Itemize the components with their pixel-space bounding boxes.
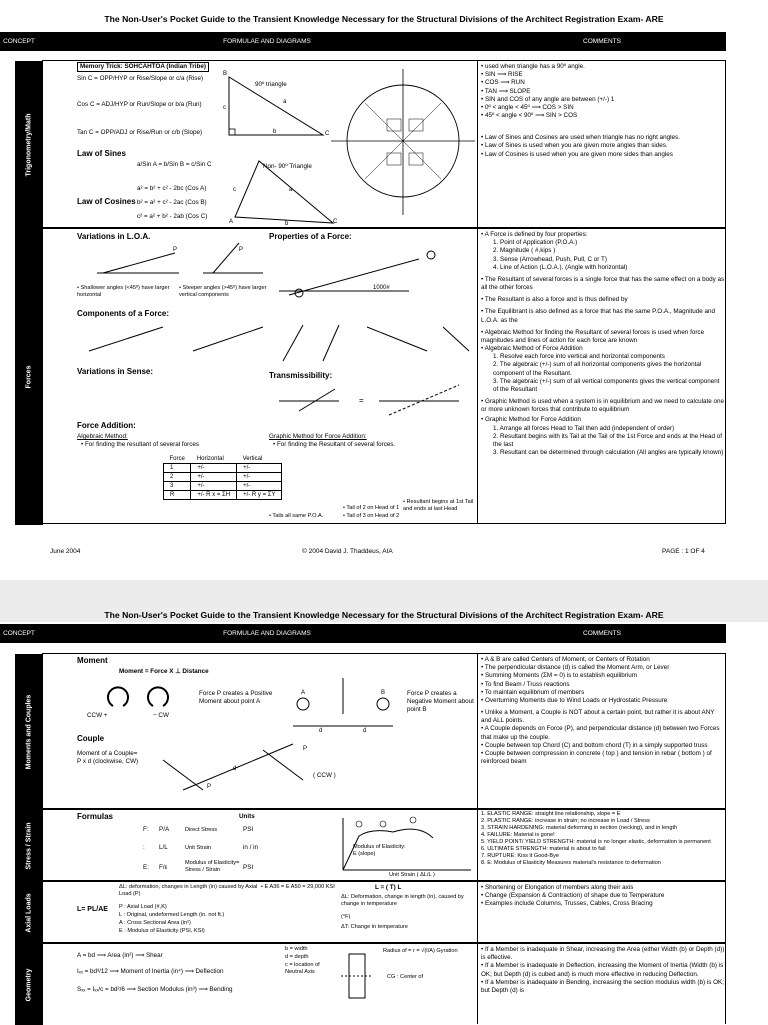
thermal-def-1: (°F) — [341, 914, 351, 920]
cos-eq-3: c² = a² + b² - 2ab (Cos C) — [137, 213, 208, 220]
variations-loa-heading: Variations in L.O.A. — [77, 232, 151, 241]
force-table: Force Horizontal Vertical 1 +/- +/- 2 +/- +/- 3 +/- +/- R +/- R x = ΣH +/- R y = ΣY — [163, 455, 282, 500]
svg-text:b: b — [273, 129, 277, 135]
stress-row-frac: P/A — [159, 826, 170, 833]
cg-label: CG : Center of — [387, 974, 424, 980]
cw-label: − CW — [153, 712, 169, 719]
tail-note-1: • Tails all same P.O.A. — [269, 513, 324, 519]
svg-text:d: d — [319, 728, 323, 734]
svg-text:a: a — [283, 99, 287, 105]
column-divider — [477, 810, 478, 880]
column-divider — [477, 654, 478, 808]
formulae-header: FORMULAE AND DIAGRAMS — [223, 630, 311, 637]
stress-row-unit: PSI — [243, 826, 254, 833]
tail-note-3: • Tail of 3 on Head of 2 — [343, 513, 400, 519]
geometry-def-1: d = depth — [285, 954, 309, 960]
tail-note-4: • Resultant begins at 1st Tail and ends at last Head — [403, 499, 474, 512]
steeper-note: • Steeper angles (>45º) have larger vertical components — [179, 285, 267, 298]
moment-heading: Moment — [77, 656, 108, 665]
stress-comments: 1. ELASTIC RANGE: straight line relationship, slope = E 2. PLASTIC RANGE: increase in strain; no increase in Load / Stress 3. STRAIN HARDENING: material deforming in section (necking), and in length 4. FAILURE: Material is gone! 5. YIELD POINT/ YIELD STRENGTH: material is no longer elastic, deformation is permanent 6. ULTIMATE STRENGTH: material is about to fail 7. RUPTURE: Kiss it Good-Bye 8. E: Modulus of Elasticity Measures material's resistance to deformation — [481, 811, 711, 866]
column-divider — [477, 229, 478, 523]
cos-eq-2: b² = a² + c² - 2ac (Cos B) — [137, 199, 207, 206]
column-divider — [477, 61, 478, 227]
comments-header: COMMENTS — [583, 38, 621, 45]
geometry-def-0: b = width — [285, 946, 308, 952]
svg-text:1000#: 1000# — [373, 285, 390, 291]
geometry-section — [25, 943, 726, 1024]
stress-side-label: Stress / Strain — [15, 810, 43, 882]
footer-page: PAGE : 1 OF 4 — [662, 548, 705, 555]
table-header — [3, 32, 726, 51]
strain-row-frac: L/L — [159, 844, 168, 851]
axial-def-2: L : Original, undeformed Length (in. not ft.) — [119, 912, 225, 918]
svg-text:P: P — [207, 784, 212, 790]
strain-row-unit: in / in — [243, 844, 259, 851]
section-diagram — [339, 948, 379, 1004]
footer-copyright: © 2004 David J. Thaddeus, AIA — [302, 548, 393, 555]
properties-heading: Properties of a Force: — [269, 232, 352, 241]
page-2 — [0, 610, 768, 1024]
column-divider — [477, 944, 478, 1024]
thermal-equation: L = ( T) L — [375, 884, 402, 891]
axial-comments: • Shortening or Elongation of members along their axis • Change (Expansion & Contraction) of shape due to Temperature • Examples include Columns, Trusses, Cables, Cross Bracing — [481, 884, 665, 908]
axial-formula: L= PL/AE — [77, 906, 108, 913]
unit-circle-diagram — [325, 65, 477, 217]
couple-diagram — [143, 740, 323, 804]
trig-side-label: Trigonometry/Math — [15, 61, 43, 229]
geometry-side-label: Geometry — [15, 944, 43, 1025]
law-of-sines-heading: Law of Sines — [77, 149, 126, 158]
graphic-method: Graphic Method for Force Addition: — [269, 433, 367, 440]
table-row: 1 +/- +/- — [164, 464, 282, 473]
strain-row-sym: : — [143, 844, 145, 851]
svg-text:d: d — [363, 728, 367, 734]
svg-text:P: P — [303, 746, 308, 752]
properties-diagram — [269, 245, 469, 305]
page-title: The Non-User's Pocket Guide to the Transient Knowledge Necessary for the Structural Divisions of the Architect Registration Exam- ARE — [104, 610, 664, 620]
footer-date: June 2004 — [50, 548, 81, 555]
svg-text:c: c — [223, 105, 226, 111]
trig-section — [25, 60, 726, 228]
moments-side-label: Moments and Couples — [15, 654, 43, 810]
couple-heading: Couple — [77, 734, 105, 743]
moment-equation: Moment = Force X ⊥ Distance — [119, 668, 209, 675]
forces-section — [25, 228, 726, 524]
svg-text:B: B — [381, 690, 386, 696]
stress-row-desc: Direct Stress — [185, 827, 218, 833]
axial-section — [25, 881, 726, 943]
svg-text:b: b — [285, 221, 289, 227]
memory-trick: Memory Trick: SOHCAHTOA (Indian Tribe) — [77, 62, 209, 72]
svg-text:=: = — [359, 396, 364, 405]
formulae-header: FORMULAE AND DIAGRAMS — [223, 38, 311, 45]
components-diagram — [83, 321, 473, 367]
comments-header: COMMENTS — [583, 630, 621, 637]
sin-formula: Sin C = OPP/HYP or Rise/Slope or c/a (Rise) — [77, 75, 204, 82]
ccw-couple-label: ( CCW ) — [313, 772, 336, 779]
table-row: 2 +/- +/- — [164, 473, 282, 482]
cos-formula: Cos C = ADJ/HYP or Run/Slope or b/a (Run) — [77, 101, 202, 108]
variations-diagram — [93, 243, 263, 291]
forces-comments: • A Force is defined by four properties: 1. Point of Application (P.O.A.) 2. Magnitude ( #,kips ) 3. Sense (Arrowhead, Push, Pull, C or T) 4. Line of Action (L.O.A.), (Angle with horizontal) • The Resultant of several forces is a single force that has the same effect on a body as all the other forces • The Resultant is also a force and is thus defined by • The Equilibrant is also defined as a force that has the same P.O.A., Magnitude and L.O.A. as the • Algebraic Method for finding the Resultant of several forces is used when force magnitudes and lines of action for each force are known • Algebraic Method of Force Addition 1. Resolve each force into vertical and horizontal components 2. The algebraic (+/-) sum of all horizontal components gives the horizontal component of the Resultant. 3. The algebraic (+/-) sum of all vertical components gives the vertical component of the Resultant • Graphic Method is used when a system is in equilibrium and we need to calculate one or more unknown forces that contribute to equilibrium • Graphic Method for Force Addition 1. Arrange all forces Head to Tail then add (independent of order) 2. Resultant begins with its Tail at the Tail of the 1st Force and ends at the Head of the last 3. Resultant can be determined through calculation (All angles are typically known) — [481, 231, 725, 457]
column-divider — [477, 882, 478, 942]
trig-comments: • used when triangle has a 90º angle. • SIN ⟹ RISE • COS ⟹ RUN • TAN ⟹ SLOPE • SIN and COS of any angle are between (+/-) 1 • 0º < angle < 45º ⟹ COS > SIN • 45º < angle < 90º ⟹ SIN > COS • Law of Sines and Cosines are used when triangle has no right angles. • Law of Sines is used when you are given more angles than sides. • Law of Cosines is used when you are given more sides than angles — [481, 63, 680, 158]
sines-equation: a/Sin A = b/Sin B = c/Sin C — [137, 161, 212, 168]
moment-diagram — [283, 674, 403, 734]
modulus-row-sym: E: — [143, 864, 149, 871]
concept-header: CONCEPT — [3, 630, 35, 637]
geometry-row-1: Iₓₓ = bd³/12 ⟹ Moment of Inertia (in⁴) ⟹ Deflection — [77, 968, 224, 975]
negative-moment-note: Force P creates a Negative Moment about point B — [407, 690, 474, 713]
transmissibility-diagram — [269, 381, 469, 419]
axial-def-3: A : Cross Sectional Area (in²) — [119, 920, 191, 926]
formulas-heading: Formulas — [77, 812, 114, 821]
non90-label: Non- 90º Triangle — [263, 163, 312, 170]
table-row: R +/- R x = ΣH +/- R y = ΣY — [164, 491, 282, 500]
svg-text:A: A — [301, 690, 306, 696]
graph-x-label: Unit Strain ( ΔL/L ) — [389, 872, 435, 878]
couple-equation: Moment of a Couple= P x d (clockwise, CW) — [77, 750, 139, 765]
ccw-label: CCW + — [87, 712, 108, 719]
page-title: The Non-User's Pocket Guide to the Transient Knowledge Necessary for the Structural Divisions of the Architect Registration Exam- ARE — [104, 14, 664, 24]
table-row: 3 +/- +/- — [164, 482, 282, 491]
positive-moment-note: Force P creates a Positive Moment about point A — [199, 690, 273, 705]
concept-header: CONCEPT — [3, 38, 35, 45]
axial-def-1: P : Axial Load (#,K) — [119, 904, 167, 910]
graph-label: Modulus of Elasticity: E (slope) — [353, 844, 406, 857]
table-header — [3, 624, 726, 643]
stress-section — [25, 809, 726, 881]
axial-def-0: ΔL: deformation, changes in Length (in) caused by Axial Load (P) — [119, 884, 258, 897]
svg-text:A: A — [229, 219, 234, 225]
thermal-def-0: ΔL: Deformation, change in length (in), caused by change in temperature — [341, 894, 464, 907]
modulus-row-unit: PSI — [243, 864, 254, 871]
transmissibility-heading: Transmissibility: — [269, 371, 333, 380]
forces-side-label: Forces — [15, 229, 43, 525]
radius-gyration: Radius of = r = √(I/A) Gyration — [383, 948, 458, 954]
e-note: • E A36 = E A50 = 29,000 KSI — [261, 884, 335, 890]
shallow-note: • Shallower angles (<45º) have larger horizontal — [77, 285, 170, 298]
law-of-cosines-heading: Law of Cosines — [77, 197, 136, 206]
axial-def-4: E : Modulus of Elasticity (PSI, KSI) — [119, 928, 205, 934]
geometry-row-0: A = bd ⟹ Area (in²) ⟹ Shear — [77, 952, 163, 959]
svg-text:C: C — [325, 131, 330, 137]
algebraic-method: Algebraic Method: — [77, 433, 128, 440]
svg-text:C: C — [333, 219, 338, 225]
svg-text:P: P — [239, 247, 244, 253]
units-heading: Units — [239, 813, 255, 820]
oblique-triangle-diagram — [229, 157, 339, 227]
svg-text:P: P — [173, 247, 178, 253]
geometry-comments: • If a Member is inadequate in Shear, increasing the Area (either Width (b) or Depth (d)) is effective. • If a Member is inadequate in Deflection, increasing the Moment of Inertia (Width (b) is OK; but Depth (d) is cubed and) is much more effective in reducing Deflection. • If a Member is inadequate in Bending, increasing the section modulus width (b) is OK; but Depth (d) is — [481, 946, 725, 994]
cos-eq-1: a² = b² + c² - 2bc (Cos A) — [137, 185, 207, 192]
geometry-def-2: c = location of Neutral Axis — [285, 962, 320, 975]
svg-text:d: d — [233, 766, 237, 772]
tail-note-2: • Tail of 2 on Head of 1 — [343, 505, 400, 511]
graphic-note: • For finding the Resultant of several forces. — [273, 441, 396, 448]
strain-row-desc: Unit Strain — [185, 845, 212, 851]
tri-90-label: 90º triangle — [255, 81, 287, 88]
tan-formula: Tan C = OPP/ADJ or Rise/Run or c/b (Slope) — [77, 129, 203, 136]
modulus-row-frac: F/ε — [159, 864, 168, 871]
algebraic-note: • For finding the resultant of several forces — [81, 441, 200, 448]
svg-text:B: B — [223, 71, 228, 77]
axial-side-label: Axial Loads — [15, 882, 43, 944]
right-triangle-diagram — [223, 69, 333, 139]
svg-text:a: a — [289, 187, 293, 193]
thermal-def-2: ΔT: Change in temperature — [341, 924, 408, 930]
svg-text:c: c — [233, 187, 236, 193]
modulus-row-desc: Modulus of Elasticity= Stress / Strain — [185, 860, 240, 873]
components-heading: Components of a Force: — [77, 309, 170, 318]
force-addition-heading: Force Addition: — [77, 421, 136, 430]
moments-section — [25, 653, 726, 809]
stress-row-sym: F: — [143, 826, 149, 833]
geometry-row-2: Sₓₓ = Iₓₓ/c = bd²/6 ⟹ Section Modulus (in³) ⟹ Bending — [77, 986, 233, 993]
moments-comments: • A & B are called Centers of Moment, or Centers of Rotation • The perpendicular distance (d) is called the Moment Arm, or Lever • Summing Moments (ΣM = 0) is to establish equilibrium • To find Beam / Truss reactions • To maintain equilibrium of members • Overturning Moments due to Wind Loads or Hydrostatic Pressure • Unlike a Moment, a Couple is NOT about a certain point, but rather it is about ANY and ALL points. • A Couple depends on Force (P), and perpendicular distance (d) between two Forces that make up the couple. • Couple between top Chord (C) and bottom chord (T) in a simply supported truss • Couple between compression in concrete ( top ) and tension in rebar ( bottom ) of reinforced beam — [481, 656, 720, 766]
sense-heading: Variations in Sense: — [77, 367, 154, 376]
moment-rotation-icons — [103, 686, 183, 712]
